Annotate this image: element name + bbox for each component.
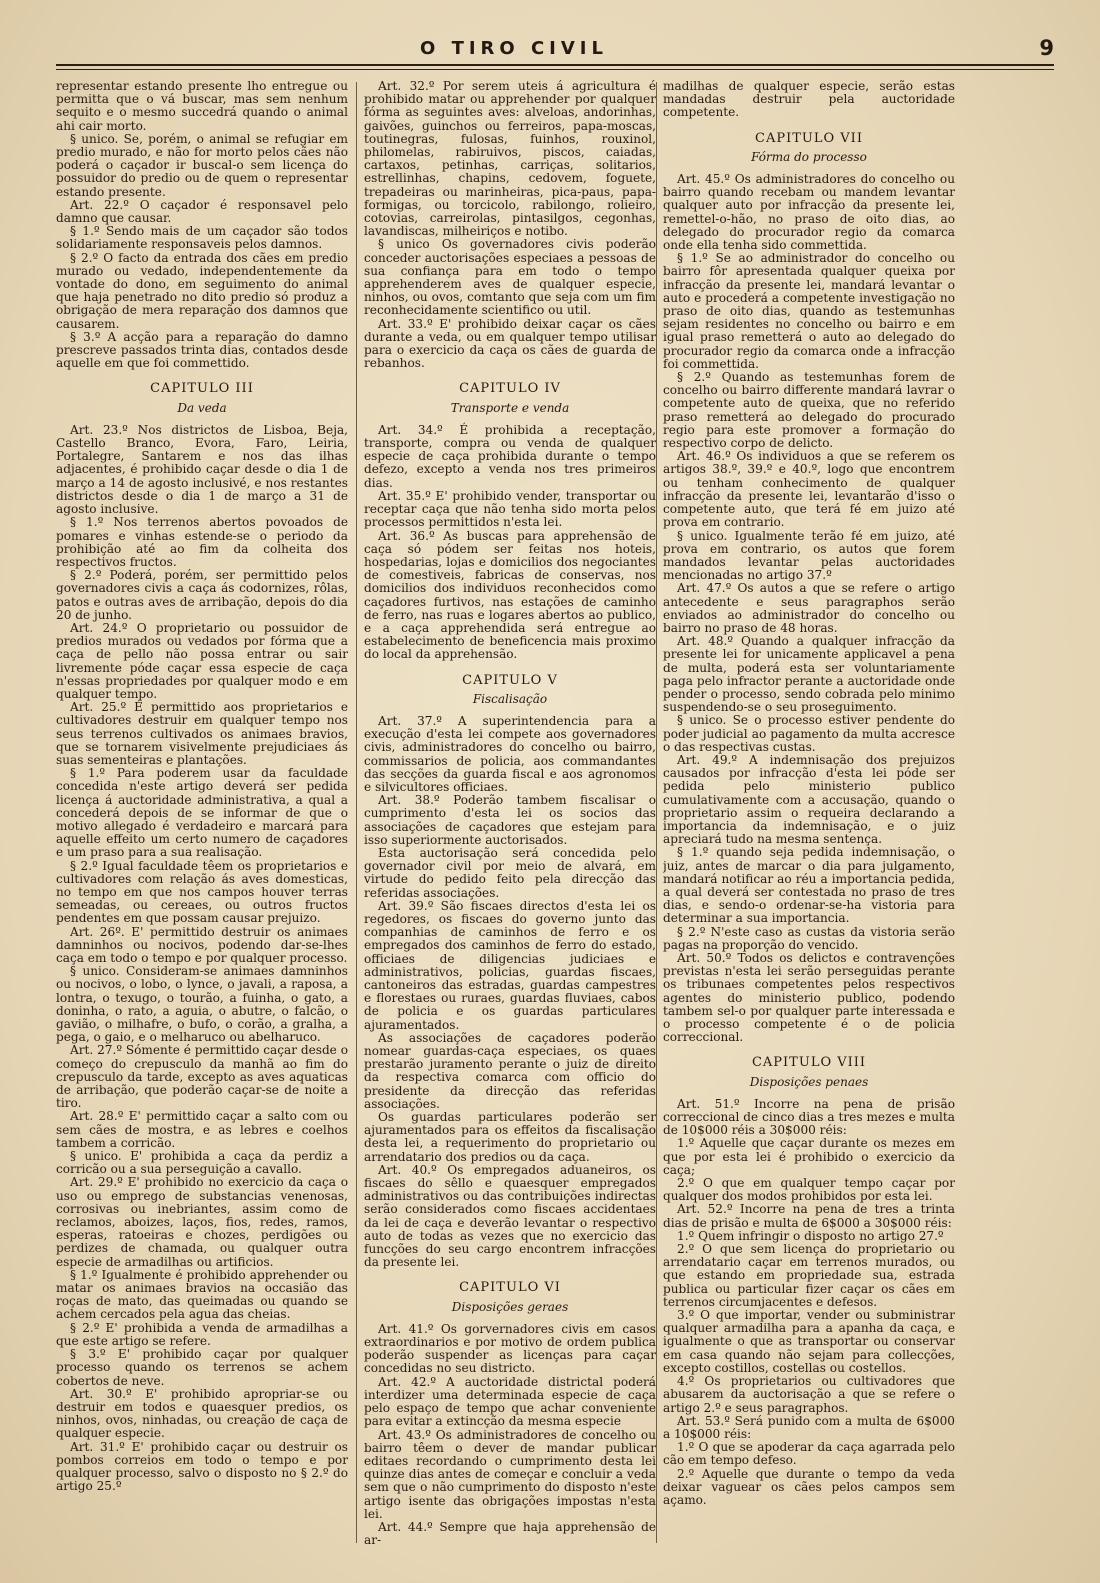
chapter-subtitle: Disposições geraes xyxy=(451,1299,569,1314)
paragraph: Art. 23.º Nos districtos de Lisboa, Beja, Castello Branco, Evora, Faro, Leiria, Portalegre, Santarem e nos das ilhas adjacentes, é prohibido caçar desde o dia 1 de março a 14 de agosto inclusivé, e nos restantes districtos desde o dia 1 de março a 31 de agosto inclusive. xyxy=(56,422,348,517)
paragraph: madilhas de qualquer especie, serão estas mandadas destruir pela auctoridade competente. xyxy=(663,80,955,120)
paragraph: Esta auctorisação será concedida pelo governador civil por meio de alvará, em virtude do pedido feito pela direcção das referidas associações. xyxy=(364,845,656,900)
paragraph: § unico Os governadores civis poderão conceder auctorisações especiaes a pessoas de sua confiança para em todo o tempo apprehenderem aves de qualquer especie, ninhos, ou ovos, comtanto que seja com um fim reconhecidamente scientifico ou util. xyxy=(364,237,656,318)
paragraph: § 1.º quando seja pedida indemnisação, o juiz, antes de marcar o dia para julgamento, mandará notificar ao réu a importancia pedida, a qual deverá ser contestada no praso de tres dias, e sendo-o ordenar-se-ha vistoria para determinar a sua importancia. xyxy=(663,845,955,926)
paragraph: Art. 35.º E' prohibido vender, transportar ou receptar caça que não tenha sido morta pelos processos permittidos n'esta lei. xyxy=(364,488,656,530)
paragraph: Art. 31.º E' prohibido caçar ou destruir os pombos correios em todo o tempo e por qualquer processo, salvo o disposto no § 2.º do artigo 25.º xyxy=(56,1439,348,1494)
paragraph: Art. 33.º E' prohibido deixar caçar os cães durante a veda, ou em qualquer tempo utilisar para o exercicio da caça os cães de guarda de rebanhos. xyxy=(364,316,656,371)
paragraph: Art. 22.º O caçador é responsavel pelo damno que causar. xyxy=(56,197,348,226)
paragraph: Art. 36.º As buscas para apprehensão de caça só pódem ser feitas nos hoteis, hospedarias, lojas e domicilios dos negociantes de comestiveis, fabricas de conservas, nos domicilios dos individuos reconhecidos como caçadores furtivos, nas estações de caminho de ferro, nas ruas e logares abertos ao publico, e a caça apprehendida será entregue ao estabelecimento de beneficencia mais proximo do local da apprehensão. xyxy=(364,528,656,662)
paragraph: As associações de caçadores poderão nomear guardas-caça especiaes, os quaes prestarão juramento perante o juiz de direito da respectiva comarca com officio do presidente da direcção das referidas associações. xyxy=(364,1030,656,1111)
paragraph: 3.º O que importar, vender ou subministrar qualquer armadilha para a apanha da caça, e igualmente o que as transportar ou conservar em casa quando não sejam para collecções, excepto costillos, costellas ou costellos. xyxy=(663,1308,955,1375)
paragraph: § 1.º Para poderem usar da faculdade concedida n'este artigo deverá ser pedida licença á auctoridade administrativa, a qual a concederá depois de se informar de que o motivo allegado é verdadeiro e marcará para aquelle effeito um certo numero de caçadores e um praso para a sua realisação. xyxy=(56,766,348,860)
chapter-subtitle: Transporte e venda xyxy=(450,400,570,415)
paragraph: Art. 53.º Será punido com a multa de 6$000 a 10$000 réis: xyxy=(663,1413,955,1441)
paragraph: § 2.º O facto da entrada dos cães em predio murado ou vedado, independentemente da vontade do dono, em seguimento do animal que haja penetrado no dito predio só produz a obrigação de mera reparação dos damnos que causarem. xyxy=(56,250,348,331)
paragraph: Art. 30.º E' prohibido apropriar-se ou destruir em todos e quaesquer predios, os ninhos, ovos, ninhadas, ou creação de caça de qualquer especie. xyxy=(56,1386,348,1441)
chapter-heading: CAPITULO V xyxy=(462,672,558,688)
paragraph: Art. 52.º Incorre na pena de tres a trinta dias de prisão e multa de 6$000 a 30$000 réis: xyxy=(663,1202,955,1230)
paragraph: § 2.º N'este caso as custas da vistoria serão pagas na proporção do vencido. xyxy=(663,924,955,952)
paragraph: 2.º O que em qualquer tempo caçar por qualquer dos modos prohibidos por esta lei. xyxy=(663,1176,955,1204)
chapter-heading: CAPITULO VI xyxy=(459,1280,561,1296)
text-column-3 xyxy=(663,80,955,1551)
paragraph: Art. 46.º Os individuos a que se referem os artigos 38.º, 39.º e 40.º, logo que encontrem ou tenham conhecimento de qualquer infracção da presente lei, levantarão d'isso o competente auto, que terá fé em juizo até prova em contrario. xyxy=(663,449,955,530)
paragraph: Art. 44.º Sempre que haja apprehensão de ar- xyxy=(364,1519,656,1548)
paragraph: § unico. Se, porém, o animal se refugiar em predio murado, e não for morto pelos cães não poderá o caçador ir buscal-o sem licença do possuidor do predio ou de quem o representar estando presente. xyxy=(56,131,348,199)
paragraph: Art. 32.º Por serem uteis á agricultura é prohibido matar ou apprehender por qualquer fórma as seguintes aves: alveloas, andorinhas, gaivões, guinchos ou ferreiros, papa-moscas, toutinegras, fulosas, fuinhos, rouxinol, philomelas, rabiruivos, piscos, caiadas, cartaxos, petinhas, carriças, solitarios, estrellinhas, chapins, cedovem, foguete, trepadeiras ou marinheiras, pica-paus, papa-formigas, ou torcicolo, rabilongo, rolieiro, cotovias, carreirolas, pintasilgos, cegonhas, lavandiscas, milheiriços e notibo. xyxy=(364,80,656,239)
paragraph: 2.º O que sem licença do proprietario ou arrendatario caçar em terrenos murados, ou que estando em propriedade sua, estrada publica ou particular fizer caçar os cães em terrenos circumjacentes e defesos. xyxy=(663,1242,955,1309)
paragraph: Art. 39.º São fiscaes directos d'esta lei os regedores, os fiscaes do governo junto das companhias de caminhos de ferro e os empregados dos caminhos de ferro do estado, officiaes de diligencias judiciaes e administrativos, policias, guardas fiscaes, cantoneiros das estradas, guardas campestres e florestaes ou ruraes, guardas fluviaes, cabos de policia e os guardas particulares ajuramentados. xyxy=(364,898,656,1032)
paragraph: Art. 34.º É prohibida a receptação, transporte, compra ou venda de qualquer especie de caça prohibida durante o tempo defezo, excepto a venda nos tres primeiros dias. xyxy=(364,422,656,490)
paragraph: § 1.º Igualmente é prohibido apprehender ou matar os animaes bravios na occasião das roças de mato, das queimadas ou quando se achem cercados pela agua das cheias. xyxy=(56,1267,348,1322)
paragraph: § unico. Igualmente terão fé em juizo, até prova em contrario, os autos que forem mandados levantar pelas auctoridades mencionadas no artigo 37.º xyxy=(663,528,955,583)
text-column-2 xyxy=(364,80,656,1551)
paragraph: Os guardas particulares poderão ser ajuramentados para os effeitos da fiscalisação desta lei, a requerimento do proprietario ou arrendatario dos predios ou da caça. xyxy=(364,1110,656,1164)
paragraph: Art. 28.º E' permittido caçar a salto com ou sem cães de mostra, e as lebres e coelhos tambem a corricão. xyxy=(56,1109,348,1150)
paragraph: Art. 49.º A indemnisação dos prejuizos causados por infracção d'esta lei póde ser pedida pelo ministerio publico cumulativamente com a accusação, quando o proprietario assim o requeira declarando a importancia da indemnisação, e o juiz apreciará tudo na mesma sentença. xyxy=(663,752,955,847)
paragraph: Art. 26º. E' permittido destruir os animaes damninhos ou nocivos, podendo dar-se-lhes caça em todo o tempo e por qualquer processo. xyxy=(56,924,348,965)
paragraph: 1.º Quem infringir o disposto no artigo 27.º xyxy=(677,1228,944,1243)
header-rule xyxy=(56,64,1054,66)
paragraph: 4.º Os proprietarios ou cultivadores que abusarem da auctorisação a que se refere o artigo 2.º e seus paragraphos. xyxy=(663,1374,955,1415)
chapter-heading: CAPITULO III xyxy=(150,381,254,397)
paragraph: § 2.º Igual faculdade têem os proprietarios e cultivadores com relação ás aves domesticas, no tempo em que nos campos houver terras semeadas, ou cereaes, ou outros fructos pendentes em que possam causar prejuizo. xyxy=(56,858,348,926)
chapter-heading: CAPITULO IV xyxy=(459,381,561,397)
paragraph: § 1.º Se ao administrador do concelho ou bairro fôr apresentada qualquer queixa por infracção da presente lei, mandará levantar o auto e procederá a competente investigação no praso de oito dias, quando as testemunhas sejam residentes no concelho ou bairro e em igual praso remetterá o auto ao delegado do procurador regio da comarca onde a infracção foi commettida. xyxy=(663,251,955,371)
paragraph: § 2.º E' prohibida a venda de armadilhas a que este artigo se refere. xyxy=(56,1320,348,1348)
paragraph: Art. 45.º Os administradores do concelho ou bairro quando recebam ou mandem levantar qualquer auto por infracção da presente lei, remettel-o-hão, no praso de oito dias, ao delegado do procurador regio da comarca onde ella tenha sido commettida. xyxy=(663,172,955,253)
column-divider xyxy=(356,82,357,1543)
paragraph: § unico. E' prohibida a caça da perdiz a corricão ou a sua perseguição a cavallo. xyxy=(56,1149,348,1177)
paragraph: Art. 40.º Os empregados aduaneiros, os fiscaes do sêllo e quaesquer empregados administrativos ou das contribuições indirectas serão considerados como fiscaes accidentaes da lei de caça e deverão levantar o respectivo auto de todas as vezes que no exercicio das funcções do seu cargo encontrem infracções da presente lei. xyxy=(364,1162,656,1270)
paragraph: Art. 25.º É permittido aos proprietarios e cultivadores destruir em qualquer tempo nos seus terrenos cultivados os animaes bravios, que se tornarem visivelmente prejudiciaes ás suas sementeiras e plantações. xyxy=(56,700,348,767)
chapter-subtitle: Fiscalisação xyxy=(472,691,548,706)
paragraph: Art. 29.º E' prohibido no exercicio da caça o uso ou emprego de substancias venenosas, corrosivas ou inebriantes, assim como de reclamos, aboizes, laços, fios, redes, ramos, esperas, ratoeiras e chozes, perdigões ou perdizes de chamada, ou qualquer outra especie de armadilhas ou artificios. xyxy=(56,1175,348,1269)
paragraph: Art. 41.º Os gorvernadores civis em casos extraordinarios e por motivo de ordem publica poderão suspender as licenças para caçar concedidas no seu districto. xyxy=(364,1321,656,1376)
chapter-heading: CAPITULO VIII xyxy=(751,1055,867,1071)
paragraph: 2.º Aquelle que durante o tempo da veda deixar vaguear os cães pelos campos sem açamo. xyxy=(663,1466,955,1507)
paragraph: § 3.º E' prohibido caçar por qualquer processo quando os terrenos se achem cobertos de neve. xyxy=(56,1347,348,1388)
paragraph: § 3.º A acção para a reparação do damno prescreve passados trinta dias, contados desde aquelle em que foi commettido. xyxy=(56,329,348,371)
paragraph: representar estando presente lho entregue ou permitta que o vá buscar, mas sem nenhum sequito e o mesmo succedrá quando o animal ahi cair morto. xyxy=(56,80,348,133)
paragraph: § 2.º Poderá, porém, ser permittido pelos governadores civis a caça ás codornizes, rôlas, patos e outras aves de arribação, depois do dia 20 de junho. xyxy=(56,568,348,622)
text-column-1 xyxy=(56,80,348,1551)
paragraph: Art. 51.º Incorre na pena de prisão correccional de cinco dias a tres mezes e multa de 10$000 réis a 30$000 réis: xyxy=(663,1096,955,1138)
chapter-subtitle: Fórma do processo xyxy=(751,149,867,164)
paragraph: Art. 37.º A superintendencia para a execução d'esta lei compete aos governadores civis, administradores do concelho ou bairro, commissarios de policia, aos commandantes das secções da guarda fiscal e aos agronomos e silvicultores officiaes. xyxy=(364,713,656,794)
paragraph: § 1.º Nos terrenos abertos povoados de pomares e vinhas estende-se o periodo da prohibição até ao fim da colheita dos respectivos fructos. xyxy=(56,515,348,569)
paragraph: Art. 43.º Os administradores de concelho ou bairro têem o dever de mandar publicar editaes recordando o cumprimento desta lei quinze dias antes de começar e concluir a veda sem que o não cumprimento do disposto n'este artigo isente das obrigações impostas n'esta lei. xyxy=(364,1427,656,1521)
header-rule-thin xyxy=(56,69,1054,70)
paragraph: § unico. Se o processo estiver pendente do poder judicial ao pagamento da multa accresce o das respectivas custas. xyxy=(663,713,955,754)
paragraph: § unico. Consideram-se animaes damninhos ou nocivos, o lobo, o lynce, o javali, a raposa, a lontra, o texugo, o tourão, a fuinha, o gato, a doninha, o rato, a aguia, o abutre, o falcão, o gavião, o milhafre, o bufo, o corão, a gralha, a pega, o gaio, e o melharuco ou abelharuco. xyxy=(56,964,348,1045)
page-header xyxy=(56,32,1054,72)
paragraph: 1.º Aquelle que caçar durante os mezes em que por esta lei é prohibido o exercicio da caça; xyxy=(663,1136,955,1177)
paragraph: Art. 50.º Todos os delictos e contravenções previstas n'esta lei serão perseguidas perante os tribunaes competentes pelos respectivos agentes do ministerio publico, podendo tambem sel-o por qualquer parte interessada e o processo competente é o de policia correccional. xyxy=(663,951,955,1045)
column-divider xyxy=(656,82,657,1543)
publication-title: O TIRO CIVIL xyxy=(420,38,608,59)
chapter-subtitle: Da veda xyxy=(177,400,227,415)
paragraph: § 1.º Sendo mais de um caçador são todos solidariamente responsaveis pelos damnos. xyxy=(56,224,348,252)
paragraph: 1.º O que se apoderar da caça agarrada pelo cão em tempo defeso. xyxy=(663,1440,955,1468)
paragraph: Art. 48.º Quando a qualquer infracção da presente lei for unicamente applicavel a pena de multa, poderá esta ser voluntariamente paga pelo infractor perante a auctoridade onde pender o processo, sendo cobrada pelo minimo suspendendo-se o seu proseguimento. xyxy=(663,634,955,715)
paragraph: Art. 27.º Sómente é permittido caçar desde o começo do crepusculo da manhã ao fim do crepusculo da tarde, excepto as aves aquaticas de arribação, que poderão caçar-se de noite a tiro. xyxy=(56,1043,348,1111)
paragraph: Art. 38.º Poderão tambem fiscalisar o cumprimento d'esta lei os socios das associações de caçadores que estejam para isso superiormente auctorisados. xyxy=(364,793,656,847)
paragraph: § 2.º Quando as testemunhas forem de concelho ou bairro differente mandará lavrar o competente auto de queixa, que no referido praso remetterá ao delegado do procurado regio para este promover a formação do respectivo corpo de delicto. xyxy=(663,370,955,451)
paragraph: Art. 24.º O proprietario ou possuidor de predios murados ou vedados por fórma que a caça de pello não possa entrar ou sair livremente póde caçar essa especie de caça n'essas propriedades por qualquer modo e em qualquer tempo. xyxy=(56,620,348,701)
chapter-subtitle: Disposições penaes xyxy=(749,1074,869,1089)
page-number: 9 xyxy=(1039,36,1054,60)
paragraph: Art. 47.º Os autos a que se refere o artigo antecedente e seus paragraphos serão enviados ao administrador do concelho ou bairro no praso de 48 horas. xyxy=(663,581,955,635)
chapter-heading: CAPITULO VII xyxy=(755,130,863,146)
paragraph: Art. 42.º A auctoridade districtal poderá interdizer uma determinada especie de caça pelo espaço de tempo que achar conveniente para evitar a extincção da mesma especie xyxy=(364,1374,656,1429)
